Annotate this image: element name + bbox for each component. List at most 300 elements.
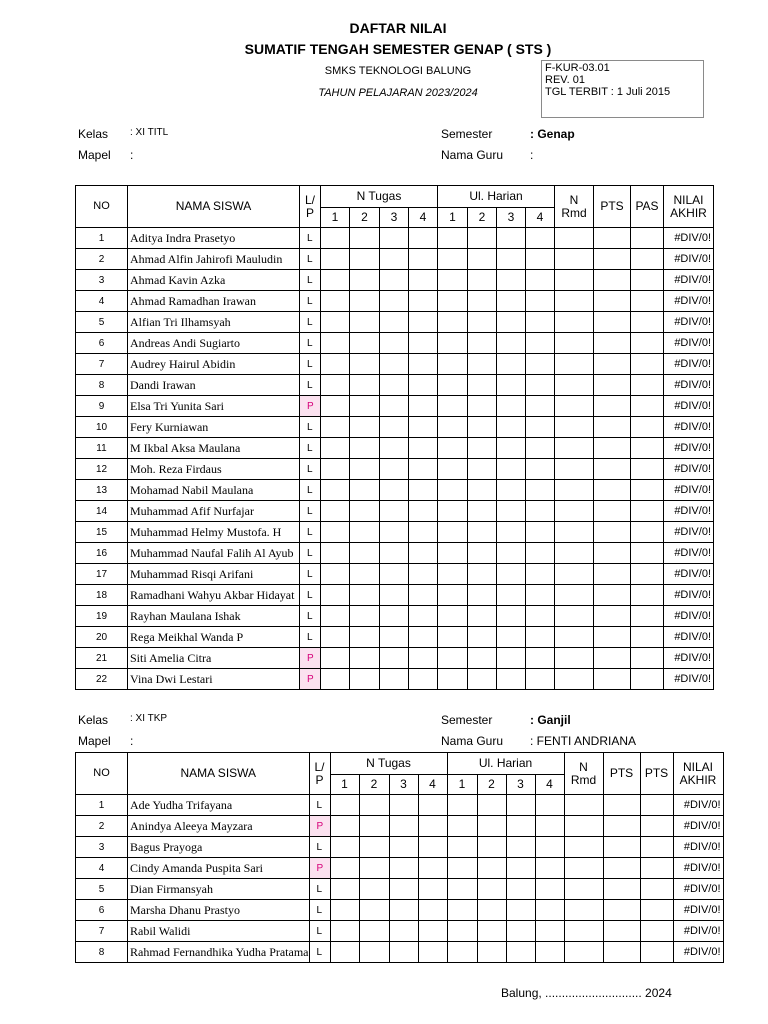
tugas-score-cell[interactable] (409, 312, 438, 333)
tugas-score-cell[interactable] (409, 480, 438, 501)
rmd-score-cell[interactable] (564, 921, 603, 942)
harian-score-cell[interactable] (468, 375, 497, 396)
harian-score-cell[interactable] (468, 228, 497, 249)
harian-score-cell[interactable] (497, 228, 526, 249)
harian-score-cell[interactable] (526, 270, 555, 291)
harian-score-cell[interactable] (438, 564, 468, 585)
tugas-score-cell[interactable] (330, 942, 359, 963)
pts-score-cell[interactable] (594, 501, 631, 522)
harian-score-cell[interactable] (468, 627, 497, 648)
harian-score-cell[interactable] (526, 627, 555, 648)
tugas-score-cell[interactable] (350, 312, 380, 333)
tugas-score-cell[interactable] (350, 459, 380, 480)
tugas-score-cell[interactable] (409, 375, 438, 396)
harian-score-cell[interactable] (468, 459, 497, 480)
final-exam-score-cell[interactable] (631, 606, 664, 627)
final-exam-score-cell[interactable] (640, 900, 673, 921)
harian-score-cell[interactable] (438, 459, 468, 480)
tugas-score-cell[interactable] (330, 837, 359, 858)
tugas-score-cell[interactable] (350, 606, 380, 627)
harian-score-cell[interactable] (497, 291, 526, 312)
pts-score-cell[interactable] (594, 543, 631, 564)
harian-score-cell[interactable] (497, 438, 526, 459)
harian-score-cell[interactable] (497, 627, 526, 648)
tugas-score-cell[interactable] (409, 459, 438, 480)
tugas-score-cell[interactable] (380, 522, 409, 543)
tugas-score-cell[interactable] (350, 627, 380, 648)
final-exam-score-cell[interactable] (631, 459, 664, 480)
final-exam-score-cell[interactable] (631, 312, 664, 333)
tugas-score-cell[interactable] (350, 249, 380, 270)
tugas-score-cell[interactable] (380, 438, 409, 459)
harian-score-cell[interactable] (468, 522, 497, 543)
final-exam-score-cell[interactable] (640, 921, 673, 942)
rmd-score-cell[interactable] (555, 501, 594, 522)
tugas-score-cell[interactable] (321, 543, 350, 564)
pts-score-cell[interactable] (594, 417, 631, 438)
pts-score-cell[interactable] (594, 564, 631, 585)
harian-score-cell[interactable] (526, 291, 555, 312)
pts-score-cell[interactable] (603, 837, 640, 858)
harian-score-cell[interactable] (468, 585, 497, 606)
harian-score-cell[interactable] (447, 795, 477, 816)
harian-score-cell[interactable] (497, 480, 526, 501)
tugas-score-cell[interactable] (350, 564, 380, 585)
harian-score-cell[interactable] (438, 270, 468, 291)
tugas-score-cell[interactable] (321, 312, 350, 333)
tugas-score-cell[interactable] (321, 333, 350, 354)
harian-score-cell[interactable] (526, 312, 555, 333)
harian-score-cell[interactable] (438, 501, 468, 522)
tugas-score-cell[interactable] (418, 858, 447, 879)
harian-score-cell[interactable] (447, 879, 477, 900)
pts-score-cell[interactable] (594, 312, 631, 333)
pts-score-cell[interactable] (594, 375, 631, 396)
final-exam-score-cell[interactable] (631, 354, 664, 375)
tugas-score-cell[interactable] (389, 837, 418, 858)
harian-score-cell[interactable] (468, 333, 497, 354)
tugas-score-cell[interactable] (350, 354, 380, 375)
harian-score-cell[interactable] (438, 396, 468, 417)
tugas-score-cell[interactable] (380, 396, 409, 417)
harian-score-cell[interactable] (447, 858, 477, 879)
tugas-score-cell[interactable] (409, 627, 438, 648)
tugas-score-cell[interactable] (359, 942, 389, 963)
tugas-score-cell[interactable] (350, 333, 380, 354)
harian-score-cell[interactable] (497, 312, 526, 333)
rmd-score-cell[interactable] (555, 543, 594, 564)
final-exam-score-cell[interactable] (631, 648, 664, 669)
final-exam-score-cell[interactable] (640, 942, 673, 963)
tugas-score-cell[interactable] (380, 648, 409, 669)
harian-score-cell[interactable] (506, 942, 535, 963)
rmd-score-cell[interactable] (555, 459, 594, 480)
tugas-score-cell[interactable] (350, 480, 380, 501)
tugas-score-cell[interactable] (389, 858, 418, 879)
tugas-score-cell[interactable] (418, 816, 447, 837)
harian-score-cell[interactable] (477, 816, 506, 837)
tugas-score-cell[interactable] (418, 921, 447, 942)
tugas-score-cell[interactable] (321, 585, 350, 606)
tugas-score-cell[interactable] (330, 795, 359, 816)
final-exam-score-cell[interactable] (631, 585, 664, 606)
pts-score-cell[interactable] (603, 816, 640, 837)
harian-score-cell[interactable] (526, 543, 555, 564)
rmd-score-cell[interactable] (555, 417, 594, 438)
tugas-score-cell[interactable] (350, 291, 380, 312)
final-exam-score-cell[interactable] (631, 669, 664, 690)
harian-score-cell[interactable] (506, 921, 535, 942)
harian-score-cell[interactable] (497, 375, 526, 396)
pts-score-cell[interactable] (603, 879, 640, 900)
tugas-score-cell[interactable] (321, 438, 350, 459)
tugas-score-cell[interactable] (321, 291, 350, 312)
harian-score-cell[interactable] (497, 249, 526, 270)
tugas-score-cell[interactable] (380, 480, 409, 501)
tugas-score-cell[interactable] (359, 837, 389, 858)
tugas-score-cell[interactable] (389, 795, 418, 816)
tugas-score-cell[interactable] (418, 900, 447, 921)
tugas-score-cell[interactable] (359, 795, 389, 816)
tugas-score-cell[interactable] (330, 879, 359, 900)
final-exam-score-cell[interactable] (631, 375, 664, 396)
pts-score-cell[interactable] (594, 228, 631, 249)
tugas-score-cell[interactable] (321, 228, 350, 249)
rmd-score-cell[interactable] (555, 249, 594, 270)
harian-score-cell[interactable] (438, 522, 468, 543)
harian-score-cell[interactable] (526, 522, 555, 543)
harian-score-cell[interactable] (526, 354, 555, 375)
harian-score-cell[interactable] (477, 837, 506, 858)
harian-score-cell[interactable] (535, 795, 564, 816)
pts-score-cell[interactable] (594, 627, 631, 648)
harian-score-cell[interactable] (497, 501, 526, 522)
harian-score-cell[interactable] (535, 837, 564, 858)
final-exam-score-cell[interactable] (640, 879, 673, 900)
harian-score-cell[interactable] (438, 249, 468, 270)
harian-score-cell[interactable] (526, 396, 555, 417)
tugas-score-cell[interactable] (389, 816, 418, 837)
pts-score-cell[interactable] (594, 669, 631, 690)
rmd-score-cell[interactable] (555, 312, 594, 333)
harian-score-cell[interactable] (526, 564, 555, 585)
tugas-score-cell[interactable] (380, 543, 409, 564)
harian-score-cell[interactable] (468, 669, 497, 690)
tugas-score-cell[interactable] (409, 585, 438, 606)
harian-score-cell[interactable] (526, 669, 555, 690)
tugas-score-cell[interactable] (359, 816, 389, 837)
harian-score-cell[interactable] (506, 816, 535, 837)
tugas-score-cell[interactable] (321, 522, 350, 543)
tugas-score-cell[interactable] (321, 459, 350, 480)
harian-score-cell[interactable] (468, 480, 497, 501)
tugas-score-cell[interactable] (321, 627, 350, 648)
harian-score-cell[interactable] (468, 249, 497, 270)
tugas-score-cell[interactable] (380, 333, 409, 354)
harian-score-cell[interactable] (535, 858, 564, 879)
tugas-score-cell[interactable] (380, 354, 409, 375)
harian-score-cell[interactable] (477, 858, 506, 879)
tugas-score-cell[interactable] (409, 396, 438, 417)
harian-score-cell[interactable] (438, 438, 468, 459)
tugas-score-cell[interactable] (321, 480, 350, 501)
harian-score-cell[interactable] (526, 606, 555, 627)
harian-score-cell[interactable] (535, 879, 564, 900)
tugas-score-cell[interactable] (409, 606, 438, 627)
tugas-score-cell[interactable] (380, 606, 409, 627)
final-exam-score-cell[interactable] (640, 795, 673, 816)
harian-score-cell[interactable] (438, 291, 468, 312)
pts-score-cell[interactable] (603, 900, 640, 921)
rmd-score-cell[interactable] (555, 648, 594, 669)
harian-score-cell[interactable] (447, 900, 477, 921)
harian-score-cell[interactable] (447, 921, 477, 942)
tugas-score-cell[interactable] (389, 879, 418, 900)
harian-score-cell[interactable] (468, 564, 497, 585)
tugas-score-cell[interactable] (321, 564, 350, 585)
rmd-score-cell[interactable] (564, 900, 603, 921)
tugas-score-cell[interactable] (321, 270, 350, 291)
tugas-score-cell[interactable] (380, 459, 409, 480)
harian-score-cell[interactable] (497, 606, 526, 627)
pts-score-cell[interactable] (603, 858, 640, 879)
final-exam-score-cell[interactable] (631, 438, 664, 459)
tugas-score-cell[interactable] (350, 270, 380, 291)
tugas-score-cell[interactable] (409, 438, 438, 459)
harian-score-cell[interactable] (468, 396, 497, 417)
tugas-score-cell[interactable] (409, 417, 438, 438)
final-exam-score-cell[interactable] (631, 249, 664, 270)
tugas-score-cell[interactable] (380, 249, 409, 270)
tugas-score-cell[interactable] (321, 417, 350, 438)
tugas-score-cell[interactable] (321, 648, 350, 669)
pts-score-cell[interactable] (594, 270, 631, 291)
final-exam-score-cell[interactable] (631, 564, 664, 585)
harian-score-cell[interactable] (497, 669, 526, 690)
harian-score-cell[interactable] (497, 417, 526, 438)
tugas-score-cell[interactable] (359, 921, 389, 942)
rmd-score-cell[interactable] (555, 522, 594, 543)
tugas-score-cell[interactable] (409, 543, 438, 564)
tugas-score-cell[interactable] (380, 228, 409, 249)
final-exam-score-cell[interactable] (631, 501, 664, 522)
tugas-score-cell[interactable] (350, 648, 380, 669)
tugas-score-cell[interactable] (380, 312, 409, 333)
harian-score-cell[interactable] (477, 795, 506, 816)
pts-score-cell[interactable] (594, 606, 631, 627)
tugas-score-cell[interactable] (350, 417, 380, 438)
harian-score-cell[interactable] (526, 585, 555, 606)
tugas-score-cell[interactable] (409, 669, 438, 690)
harian-score-cell[interactable] (477, 900, 506, 921)
pts-score-cell[interactable] (603, 921, 640, 942)
harian-score-cell[interactable] (526, 417, 555, 438)
tugas-score-cell[interactable] (330, 900, 359, 921)
rmd-score-cell[interactable] (555, 585, 594, 606)
tugas-score-cell[interactable] (409, 564, 438, 585)
final-exam-score-cell[interactable] (631, 543, 664, 564)
rmd-score-cell[interactable] (564, 837, 603, 858)
tugas-score-cell[interactable] (418, 879, 447, 900)
tugas-score-cell[interactable] (321, 501, 350, 522)
tugas-score-cell[interactable] (380, 669, 409, 690)
final-exam-score-cell[interactable] (640, 816, 673, 837)
pts-score-cell[interactable] (594, 249, 631, 270)
tugas-score-cell[interactable] (350, 396, 380, 417)
tugas-score-cell[interactable] (350, 585, 380, 606)
tugas-score-cell[interactable] (321, 354, 350, 375)
harian-score-cell[interactable] (535, 900, 564, 921)
harian-score-cell[interactable] (535, 921, 564, 942)
tugas-score-cell[interactable] (409, 501, 438, 522)
harian-score-cell[interactable] (468, 543, 497, 564)
pts-score-cell[interactable] (594, 522, 631, 543)
rmd-score-cell[interactable] (564, 879, 603, 900)
harian-score-cell[interactable] (535, 816, 564, 837)
harian-score-cell[interactable] (447, 837, 477, 858)
rmd-score-cell[interactable] (555, 606, 594, 627)
tugas-score-cell[interactable] (409, 291, 438, 312)
tugas-score-cell[interactable] (380, 417, 409, 438)
tugas-score-cell[interactable] (389, 942, 418, 963)
tugas-score-cell[interactable] (409, 228, 438, 249)
pts-score-cell[interactable] (594, 648, 631, 669)
tugas-score-cell[interactable] (409, 354, 438, 375)
harian-score-cell[interactable] (438, 627, 468, 648)
harian-score-cell[interactable] (497, 648, 526, 669)
rmd-score-cell[interactable] (564, 795, 603, 816)
harian-score-cell[interactable] (468, 606, 497, 627)
harian-score-cell[interactable] (468, 354, 497, 375)
final-exam-score-cell[interactable] (640, 858, 673, 879)
pts-score-cell[interactable] (594, 480, 631, 501)
rmd-score-cell[interactable] (555, 333, 594, 354)
tugas-score-cell[interactable] (409, 270, 438, 291)
final-exam-score-cell[interactable] (631, 417, 664, 438)
harian-score-cell[interactable] (526, 501, 555, 522)
harian-score-cell[interactable] (477, 942, 506, 963)
tugas-score-cell[interactable] (380, 375, 409, 396)
harian-score-cell[interactable] (526, 459, 555, 480)
tugas-score-cell[interactable] (321, 375, 350, 396)
tugas-score-cell[interactable] (380, 627, 409, 648)
final-exam-score-cell[interactable] (631, 291, 664, 312)
tugas-score-cell[interactable] (409, 648, 438, 669)
harian-score-cell[interactable] (497, 354, 526, 375)
rmd-score-cell[interactable] (555, 396, 594, 417)
tugas-score-cell[interactable] (350, 501, 380, 522)
tugas-score-cell[interactable] (321, 249, 350, 270)
tugas-score-cell[interactable] (359, 858, 389, 879)
harian-score-cell[interactable] (438, 480, 468, 501)
tugas-score-cell[interactable] (330, 858, 359, 879)
pts-score-cell[interactable] (594, 396, 631, 417)
pts-score-cell[interactable] (594, 291, 631, 312)
pts-score-cell[interactable] (603, 795, 640, 816)
harian-score-cell[interactable] (438, 354, 468, 375)
harian-score-cell[interactable] (506, 858, 535, 879)
harian-score-cell[interactable] (468, 417, 497, 438)
pts-score-cell[interactable] (594, 585, 631, 606)
tugas-score-cell[interactable] (350, 438, 380, 459)
tugas-score-cell[interactable] (321, 606, 350, 627)
harian-score-cell[interactable] (438, 333, 468, 354)
harian-score-cell[interactable] (526, 480, 555, 501)
rmd-score-cell[interactable] (555, 480, 594, 501)
tugas-score-cell[interactable] (389, 900, 418, 921)
harian-score-cell[interactable] (438, 375, 468, 396)
harian-score-cell[interactable] (497, 522, 526, 543)
harian-score-cell[interactable] (438, 606, 468, 627)
tugas-score-cell[interactable] (380, 291, 409, 312)
harian-score-cell[interactable] (497, 333, 526, 354)
tugas-score-cell[interactable] (409, 333, 438, 354)
rmd-score-cell[interactable] (564, 816, 603, 837)
rmd-score-cell[interactable] (555, 438, 594, 459)
pts-score-cell[interactable] (594, 459, 631, 480)
final-exam-score-cell[interactable] (631, 522, 664, 543)
tugas-score-cell[interactable] (350, 669, 380, 690)
final-exam-score-cell[interactable] (631, 396, 664, 417)
tugas-score-cell[interactable] (350, 228, 380, 249)
final-exam-score-cell[interactable] (631, 270, 664, 291)
harian-score-cell[interactable] (438, 312, 468, 333)
harian-score-cell[interactable] (438, 417, 468, 438)
tugas-score-cell[interactable] (321, 669, 350, 690)
tugas-score-cell[interactable] (330, 816, 359, 837)
harian-score-cell[interactable] (468, 291, 497, 312)
harian-score-cell[interactable] (526, 333, 555, 354)
tugas-score-cell[interactable] (380, 585, 409, 606)
harian-score-cell[interactable] (438, 648, 468, 669)
tugas-score-cell[interactable] (409, 249, 438, 270)
harian-score-cell[interactable] (497, 396, 526, 417)
rmd-score-cell[interactable] (564, 942, 603, 963)
harian-score-cell[interactable] (468, 270, 497, 291)
tugas-score-cell[interactable] (418, 795, 447, 816)
tugas-score-cell[interactable] (359, 900, 389, 921)
tugas-score-cell[interactable] (418, 942, 447, 963)
final-exam-score-cell[interactable] (631, 333, 664, 354)
harian-score-cell[interactable] (447, 816, 477, 837)
tugas-score-cell[interactable] (350, 543, 380, 564)
rmd-score-cell[interactable] (555, 375, 594, 396)
harian-score-cell[interactable] (506, 879, 535, 900)
rmd-score-cell[interactable] (555, 270, 594, 291)
harian-score-cell[interactable] (497, 543, 526, 564)
harian-score-cell[interactable] (438, 228, 468, 249)
rmd-score-cell[interactable] (555, 228, 594, 249)
harian-score-cell[interactable] (497, 270, 526, 291)
tugas-score-cell[interactable] (350, 522, 380, 543)
pts-score-cell[interactable] (603, 942, 640, 963)
harian-score-cell[interactable] (468, 501, 497, 522)
harian-score-cell[interactable] (526, 375, 555, 396)
tugas-score-cell[interactable] (321, 396, 350, 417)
harian-score-cell[interactable] (506, 795, 535, 816)
harian-score-cell[interactable] (497, 564, 526, 585)
rmd-score-cell[interactable] (555, 291, 594, 312)
harian-score-cell[interactable] (497, 585, 526, 606)
tugas-score-cell[interactable] (330, 921, 359, 942)
tugas-score-cell[interactable] (380, 501, 409, 522)
harian-score-cell[interactable] (506, 837, 535, 858)
pts-score-cell[interactable] (594, 333, 631, 354)
tugas-score-cell[interactable] (418, 837, 447, 858)
harian-score-cell[interactable] (477, 879, 506, 900)
harian-score-cell[interactable] (506, 900, 535, 921)
tugas-score-cell[interactable] (380, 564, 409, 585)
